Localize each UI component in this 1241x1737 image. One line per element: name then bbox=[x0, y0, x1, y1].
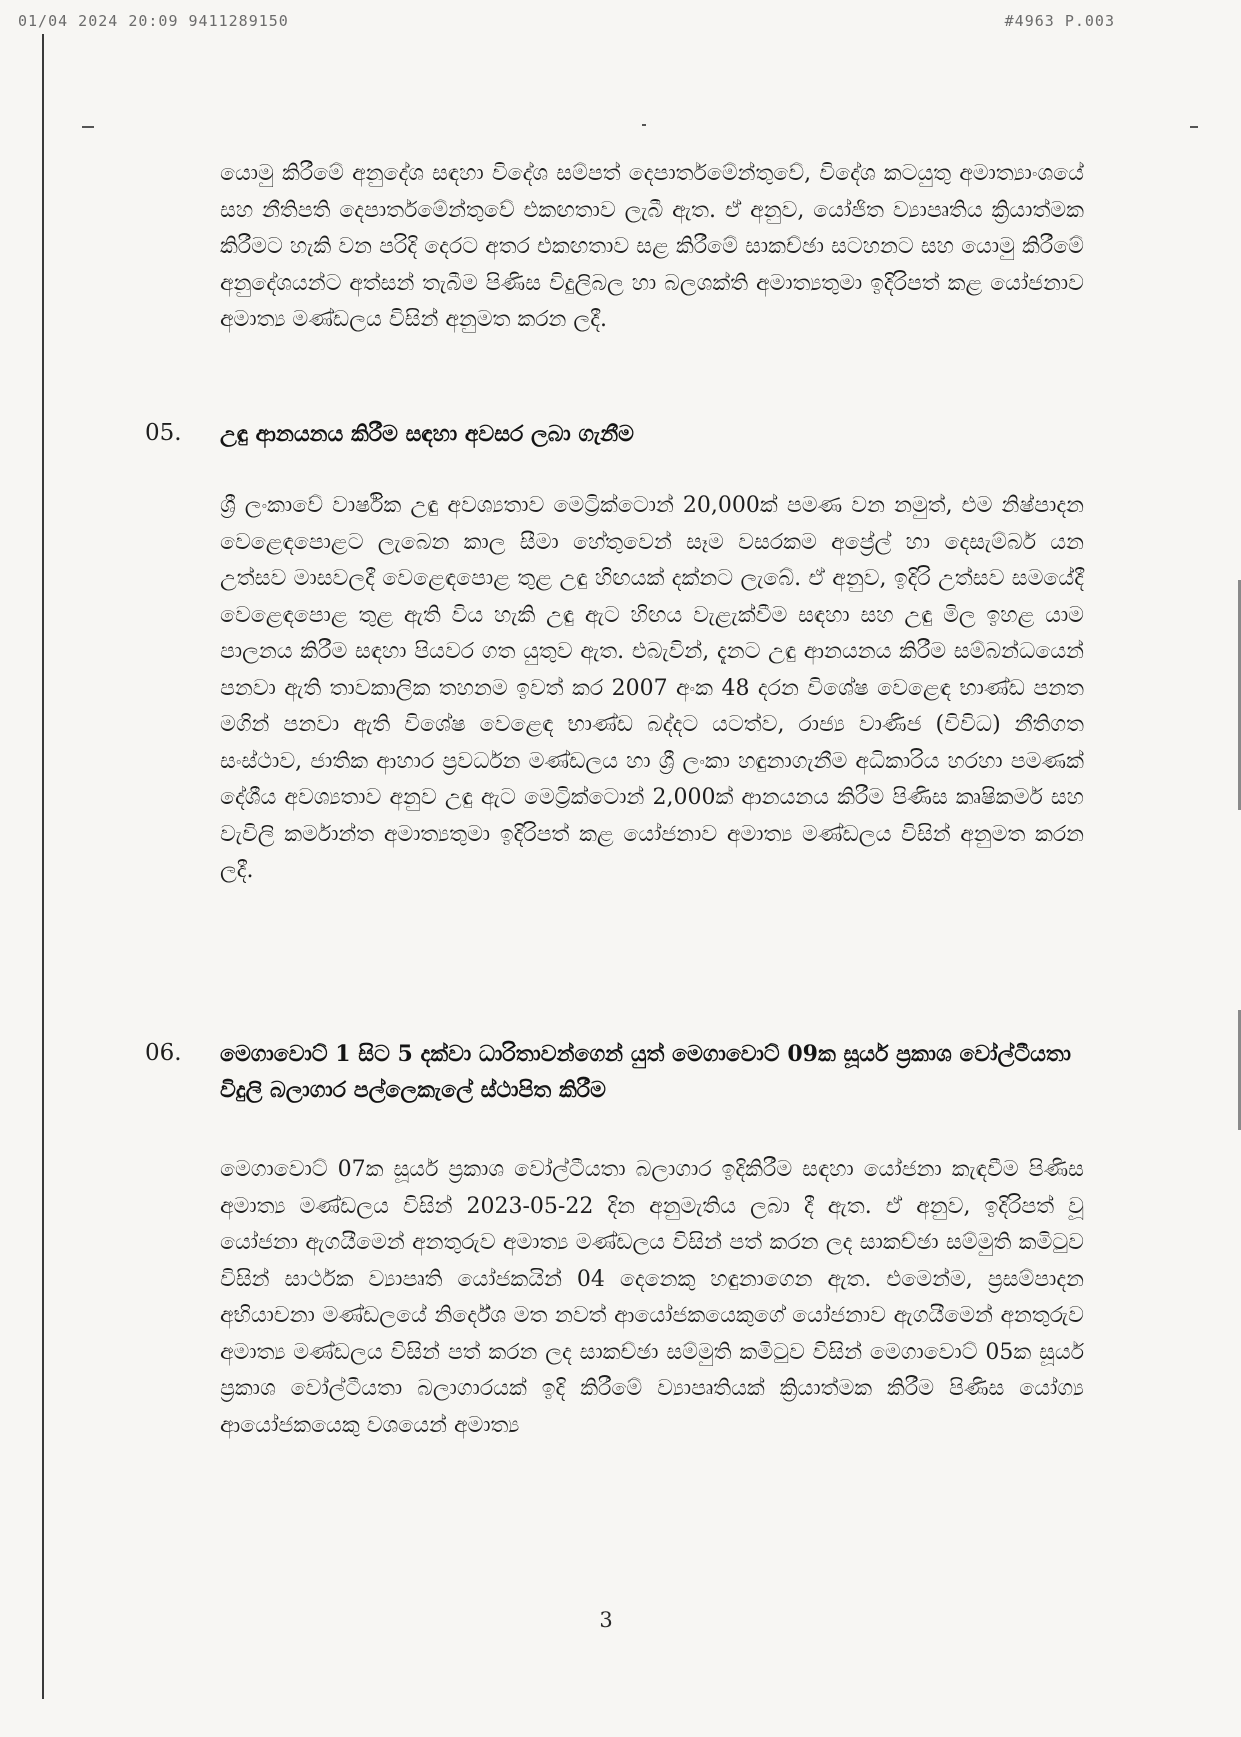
section-body: මෙගාවොට් 07ක සූර්ය ප්‍රකාශ වෝල්ටීයතා බලාගාර ඉදිකිරීම සඳහා යෝජනා කැඳවීම පිණිස අමාත්‍ය මණ්ඩලය විසින් 2023-05-22 දින අනුමැතිය ලබා දී ඇත. ඒ අනුව, ඉදිරිපත් වූ යෝජනා ඇගයීමෙන් අනතුරුව අමාත්‍ය මණ්ඩලය විසින් පත් කරන ලද සාකච්ඡා සම්මුති කමිටුව විසින් සාර්ථක ව්‍යාපෘති යෝජකයින් 04 දෙනෙකු හඳුනාගෙන ඇත. එමෙන්ම, ප්‍රසම්පාදන අභියාචනා මණ්ඩලයේ නිර්දේශ මත නවත් ආයෝජකයෙකුගේ යෝජනාව ඇගයීමෙන් අනතුරුව අමාත්‍ය මණ්ඩලය විසින් පත් කරන ලද සාකච්ඡා සම්මුති කමිටුව විසින් මෙගාවොට් 05ක සූර්ය ප්‍රකාශ වෝල්ටීයතා බලාගාරයක් ඉදි කිරීමේ ව්‍යාපෘතියක් ක්‍රියාත්මක කිරීම පිණිස යෝග්‍ය ආයෝජකයෙකු වශයෙන් අමාත්‍ය bbox=[220, 1157, 1084, 1438]
fax-header-page-id: #4963 P.003 bbox=[1004, 12, 1115, 30]
page-number: 3 bbox=[599, 1608, 613, 1632]
section-number: 05. bbox=[145, 420, 182, 446]
section-number: 06. bbox=[145, 1040, 182, 1066]
intro-paragraph: යොමු කිරීමේ අනුදේශ සඳහා විදේශ සම්පත් දෙපාර්තමේන්තුවේ, විදේශ කටයුතු අමාත්‍යාංශයේ සහ නීතිපති දෙපාර්තමේන්තුවේ එකඟතාව ලැබී ඇත. ඒ අනුව, යෝජිත ව්‍යාපෘතිය ක්‍රියාත්මක කිරීමට හැකි වන පරිදි දෙරට අතර එකඟතාව සළ කිරීමේ සාකච්ඡා සටහනට සහ යොමු කිරීමේ අනුදේශයන්ට අත්සන් තැබීම පිණිස විදුලිබල හා බලශක්ති අමාත්‍යතුමා ඉදිරිපත් කළ යෝජනාව අමාත්‍ය මණ්ඩලය විසින් අනුමත කරන ලදී. bbox=[220, 161, 1084, 332]
scan-speck bbox=[82, 126, 94, 128]
left-margin-line bbox=[42, 34, 44, 1699]
section-heading: උඳු ආනයනය කිරීම සඳහා අවසර ලබා ගැනීම bbox=[220, 421, 634, 447]
scan-speck bbox=[642, 124, 646, 126]
section-body: ශ්‍රී ලංකාවේ වාර්ෂික උඳු අවශ්‍යතාව මෙට්‍රික්ටොන් 20,000ක් පමණ වන නමුත්, එම නිෂ්පාදන වෙළෙඳපොළට ලැබෙන කාල සීමා හේතුවෙන් සෑම වසරකම අප්‍රේල් හා දෙසැම්බර් යන උත්සව මාසවලදී වෙළෙඳපොළ තුළ උඳු හිඟයක් දක්නට ලැබේ. ඒ අනුව, ඉදිරි උත්සව සමයේදී වෙළෙඳපොළ තුළ ඇති විය හැකි උඳු ඇට හිඟය වැළැක්වීම සඳහා සහ උඳු මිල ඉහළ යාම පාලනය කිරීම සඳහා පියවර ගත යුතුව ඇත. එබැවින්, දැනට උඳු ආනයනය කිරීම සම්බන්ධයෙන් පනවා ඇති තාවකාලික තහනම ඉවත් කර 2007 අංක 48 දරන විශේෂ වෙළෙඳ භාණ්ඩ පනත මගින් පනවා ඇති විශේෂ වෙළෙඳ භාණ්ඩ බද්දට යටත්ව, රාජ්‍ය වාණිජ (විවිධ) නීතිගත සංස්ථාව, ජාතික ආහාර ප්‍රවර්ධන මණ්ඩලය හා ශ්‍රී ලංකා හඳුනාගැනීම අධිකාරිය හරහා පමණක් දේශීය අවශ්‍යතාව අනුව උඳු ඇට මෙට්‍රික්ටොන් 2,000ක් ආනයනය කිරීම පිණිස කෘෂිකර්ම සහ වැවිලි කර්මාන්ත අමාත්‍යතුමා ඉදිරිපත් කළ යෝජනාව අමාත්‍ය මණ්ඩලය විසින් අනුමත කරන ලදී. bbox=[220, 493, 1084, 883]
fax-header-timestamp: 01/04 2024 20:09 9411289150 bbox=[18, 12, 289, 30]
section-heading: මෙගාවොට් 1 සිට 5 දක්වා ධාරිතාවන්ගෙන් යුත් මෙගාවොට් 09ක සූර්ය ප්‍රකාශ වෝල්ටීයතා විදුලි බලාගාර පල්ලෙකැලේ ස්ථාපිත කිරීම bbox=[220, 1041, 1072, 1103]
scan-speck bbox=[1190, 126, 1198, 128]
